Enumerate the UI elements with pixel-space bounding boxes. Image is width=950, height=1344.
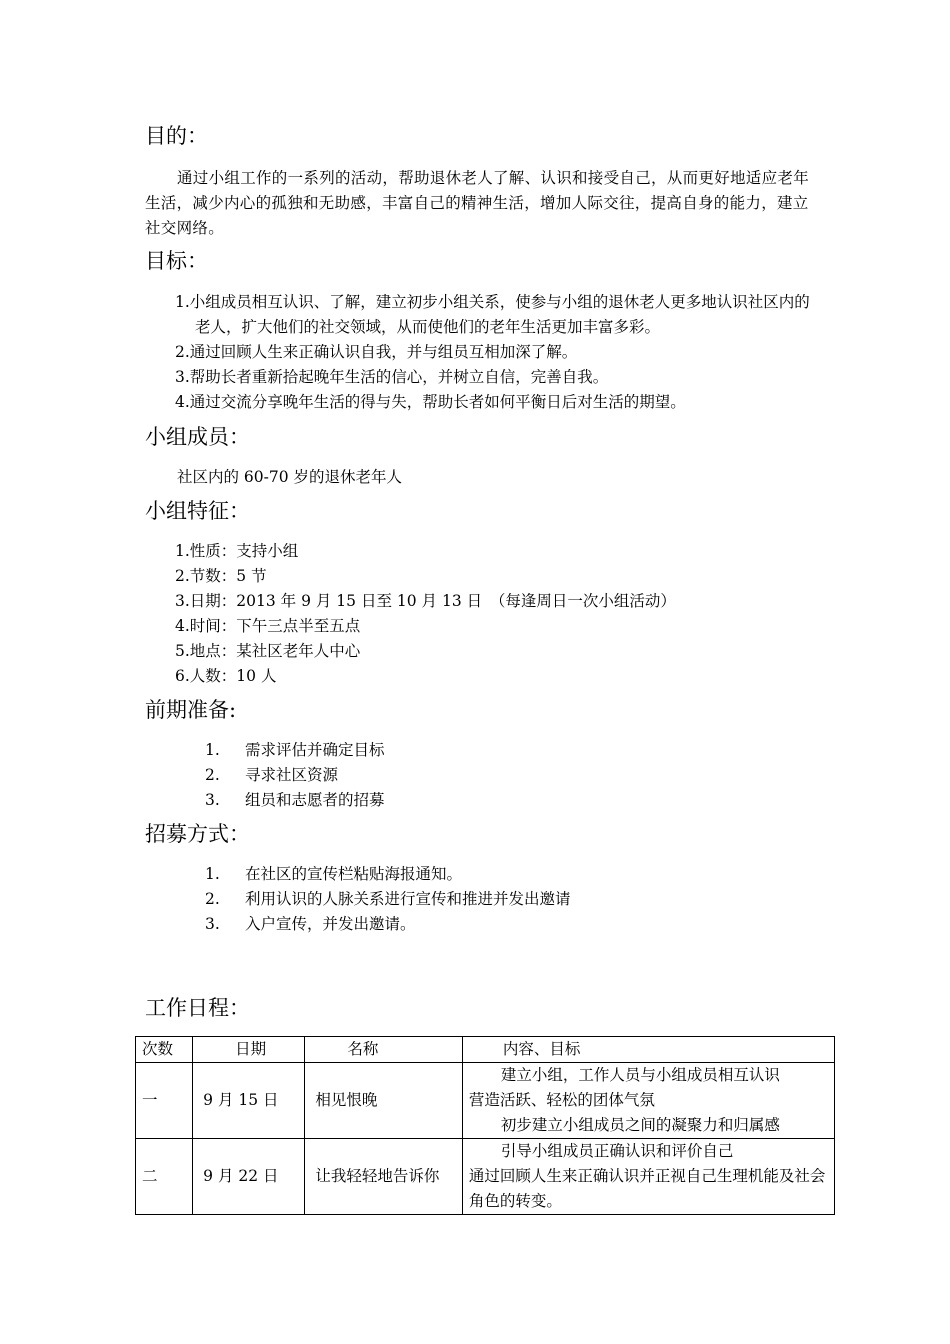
recruitment-item: [205, 912, 805, 937]
preparation-item: [205, 788, 805, 813]
content-line: 初步建立小组成员之间的凝聚力和归属感: [500, 1116, 780, 1134]
item-number: 3.: [205, 915, 220, 933]
session-date: 9 月 22 日: [193, 1139, 305, 1215]
feature-item: 4.时间：下午三点半至五点: [175, 617, 361, 635]
content-line: 通过回顾人生来正确认识并正视自己生理机能及社会角色的转变。: [468, 1167, 826, 1210]
item-text: 利用认识的人脉关系进行宣传和推进并发出邀请: [245, 890, 571, 908]
goal-item: 2.通过回顾人生来正确认识自我，并与组员互相加深了解。: [175, 343, 578, 361]
content-line: 营造活跃、轻松的团体气氛: [468, 1091, 655, 1109]
item-text: 寻求社区资源: [245, 766, 339, 784]
feature-item: 2.节数：5 节: [175, 567, 267, 585]
session-name: 让我轻轻地告诉你: [305, 1139, 462, 1215]
goals-list: [175, 290, 815, 415]
item-number: 2.: [205, 766, 220, 784]
recruitment-heading: 招募方式：: [145, 822, 250, 846]
schedule-heading: 工作日程：: [145, 996, 250, 1020]
schedule-table: [135, 1036, 835, 1215]
content-line: 引导小组成员正确认识和评价自己: [500, 1142, 734, 1160]
members-heading: 小组成员：: [145, 425, 250, 449]
column-header: 日期: [193, 1037, 305, 1063]
column-header: 名称: [305, 1037, 462, 1063]
feature-item: 1.性质：支持小组: [175, 542, 299, 560]
features-heading: 小组特征：: [145, 499, 250, 523]
goal-item: 3.帮助长者重新拾起晚年生活的信心，并树立自信，完善自我。: [175, 368, 609, 386]
goal-item: 1.小组成员相互认识、了解，建立初步小组关系，使参与小组的退休老人更多地认识社区内的老人，扩大他们的社交领域，从而使他们的老年生活更加丰富多彩。: [175, 293, 810, 336]
purpose-heading: 目的：: [145, 124, 208, 148]
goals-heading: 目标：: [145, 249, 208, 273]
item-number: 1.: [205, 865, 220, 883]
table-row: [136, 1063, 835, 1139]
session-content: [462, 1139, 834, 1215]
features-list: [175, 539, 815, 689]
item-text: 需求评估并确定目标: [245, 741, 385, 759]
recruitment-item: [205, 887, 805, 912]
session-number: 一: [136, 1063, 193, 1139]
session-date: 9 月 15 日: [193, 1063, 305, 1139]
goal-item: 4.通过交流分享晚年生活的得与失，帮助长者如何平衡日后对生活的期望。: [175, 393, 686, 411]
item-text: 入户宣传，并发出邀请。: [245, 915, 416, 933]
recruitment-list: [205, 862, 805, 937]
feature-item: 3.日期：2013 年 9 月 15 日至 10 月 13 日 （每逢周日一次小组活动）: [175, 592, 676, 610]
feature-item: 6.人数：10 人: [175, 667, 277, 685]
session-content: [462, 1063, 834, 1139]
item-text: 在社区的宣传栏粘贴海报通知。: [245, 865, 463, 883]
column-header: 次数: [136, 1037, 193, 1063]
item-number: 2.: [205, 890, 220, 908]
item-number: 3.: [205, 791, 220, 809]
feature-item: 5.地点：某社区老年人中心: [175, 642, 361, 660]
content-line: 建立小组，工作人员与小组成员相互认识: [500, 1066, 780, 1084]
preparation-list: [205, 738, 805, 813]
column-header: 内容、目标: [462, 1037, 834, 1063]
recruitment-item: [205, 862, 805, 887]
purpose-text: 通过小组工作的一系列的活动，帮助退休老人了解、认识和接受自己，从而更好地适应老年生活，减少内心的孤独和无助感，丰富自己的精神生活，增加人际交往，提高自身的能力，建立社交网络。: [145, 169, 810, 237]
table-row: [136, 1139, 835, 1215]
session-number: 二: [136, 1139, 193, 1215]
preparation-heading: 前期准备:: [145, 698, 237, 722]
members-text: 社区内的 60-70 岁的退休老年人: [177, 468, 403, 486]
table-header-row: [136, 1037, 835, 1063]
item-number: 1.: [205, 741, 220, 759]
item-text: 组员和志愿者的招募: [245, 791, 385, 809]
session-name: 相见恨晚: [305, 1063, 462, 1139]
preparation-item: [205, 738, 805, 763]
preparation-item: [205, 763, 805, 788]
